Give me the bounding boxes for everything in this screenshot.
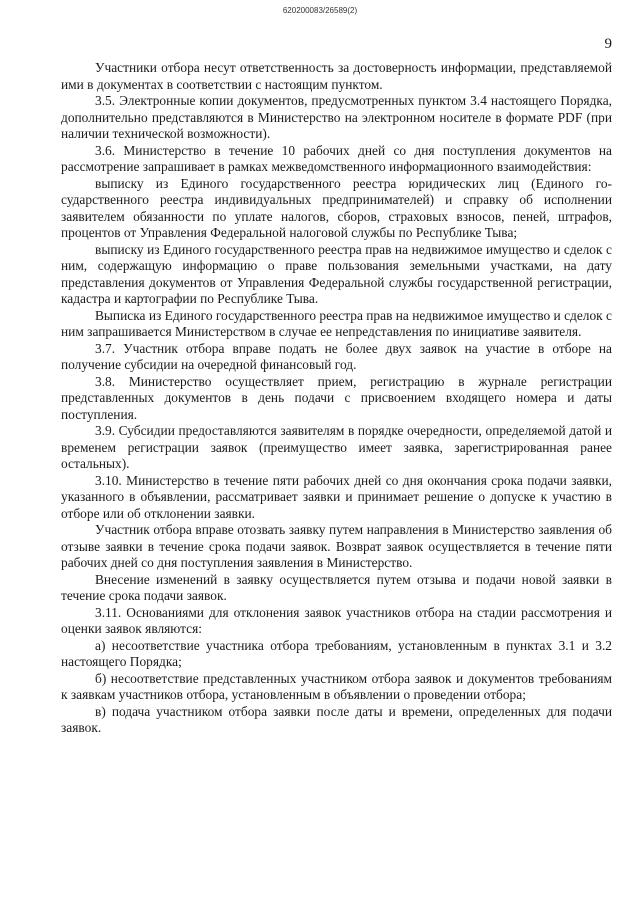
paragraph: а) несоответствие участника отбора требованиям, установленным в пунктах 3.1 и 3.2 настоящего Порядка; xyxy=(61,637,612,669)
document-body xyxy=(61,60,612,737)
page-number: 9 xyxy=(604,36,612,52)
document-id: 620200083/26589(2) xyxy=(282,6,358,15)
paragraph: б) несоответствие представленных участником отбора заявок и документов требованиям к заявкам участников отбора, установленным в объявлении о проведении отбора; xyxy=(61,670,612,702)
paragraph: 3.9. Субсидии предоставляются заявителям в порядке очередности, определяемой датой и временем регистрации заявок (преимущество имеет заявка, зарегистрированная ранее остальных). xyxy=(61,423,612,471)
paragraph: 3.11. Основаниями для отклонения заявок участников отбора на стадии рассмотрения и оценки заявок являются: xyxy=(61,604,612,636)
paragraph: 3.7. Участник отбора вправе подать не более двух заявок на участие в отборе на получение субсидии на очередной финансовый год. xyxy=(61,340,612,372)
paragraph: 3.8. Министерство осуществляет прием, регистрацию в журнале регистрации представленных документов в день подачи с присвоением входящего номера и даты поступления. xyxy=(61,373,612,422)
paragraph: Внесение изменений в заявку осуществляется путем отзыва и подачи новой заявки в течение срока подачи заявок. xyxy=(61,571,612,603)
paragraph: 3.5. Электронные копии документов, предусмотренных пунктом 3.4 настоящего Порядка, дополнительно представляются в Министерство на электронном носителе в формате PDF (при наличии технической возможности). xyxy=(61,93,612,141)
paragraph: Участники отбора несут ответственность за достоверность информации, представляемой ими в документах в соответствии с настоящим пунктом. xyxy=(61,60,612,92)
paragraph: Участник отбора вправе отозвать заявку путем направления в Министерство заявления об отзыве заявки в течение срока подачи заявок. Возврат заявок осуществляется в течение пяти рабочих дней со дня поступления заявления в Министерство. xyxy=(61,522,612,570)
paragraph: 3.10. Министерство в течение пяти рабочих дней со дня окончания срока подачи заявки, указанного в объявлении, рассматривает заявки и принимает решение о допуске к участию в отборе или об отклонении заявки. xyxy=(61,472,612,521)
paragraph: выписку из Единого государственного реестра юридических лиц (Единого государственного реестра индивидуальных предпринимателей) и справку об исполнении заявителем обязанности по уплате налогов, сборов, страховых взносов, пеней, штрафов, процентов от Управления Федеральной налоговой службы по Республике Тыва; xyxy=(61,175,612,240)
paragraph: выписку из Единого государственного реестра прав на недвижимое имущество и сделок с ним, содержащую информацию о праве пользования земельными участками, на дату представления документов от Управления Федеральной службы государственной регистрации, кадастра и картографии по Республике Тыва. xyxy=(61,241,612,306)
paragraph: в) подача участником отбора заявки после даты и времени, определенных для подачи заявок. xyxy=(61,703,612,735)
paragraph: 3.6. Министерство в течение 10 рабочих дней со дня поступления документов на рассмотрение запрашивает в рамках межведомственного информационного взаимодействия: xyxy=(61,142,612,174)
paragraph: Выписка из Единого государственного реестра прав на недвижимое имущество и сделок с ним запрашивается Министерством в случае ее непредставления по инициативе заявителя. xyxy=(61,307,612,339)
